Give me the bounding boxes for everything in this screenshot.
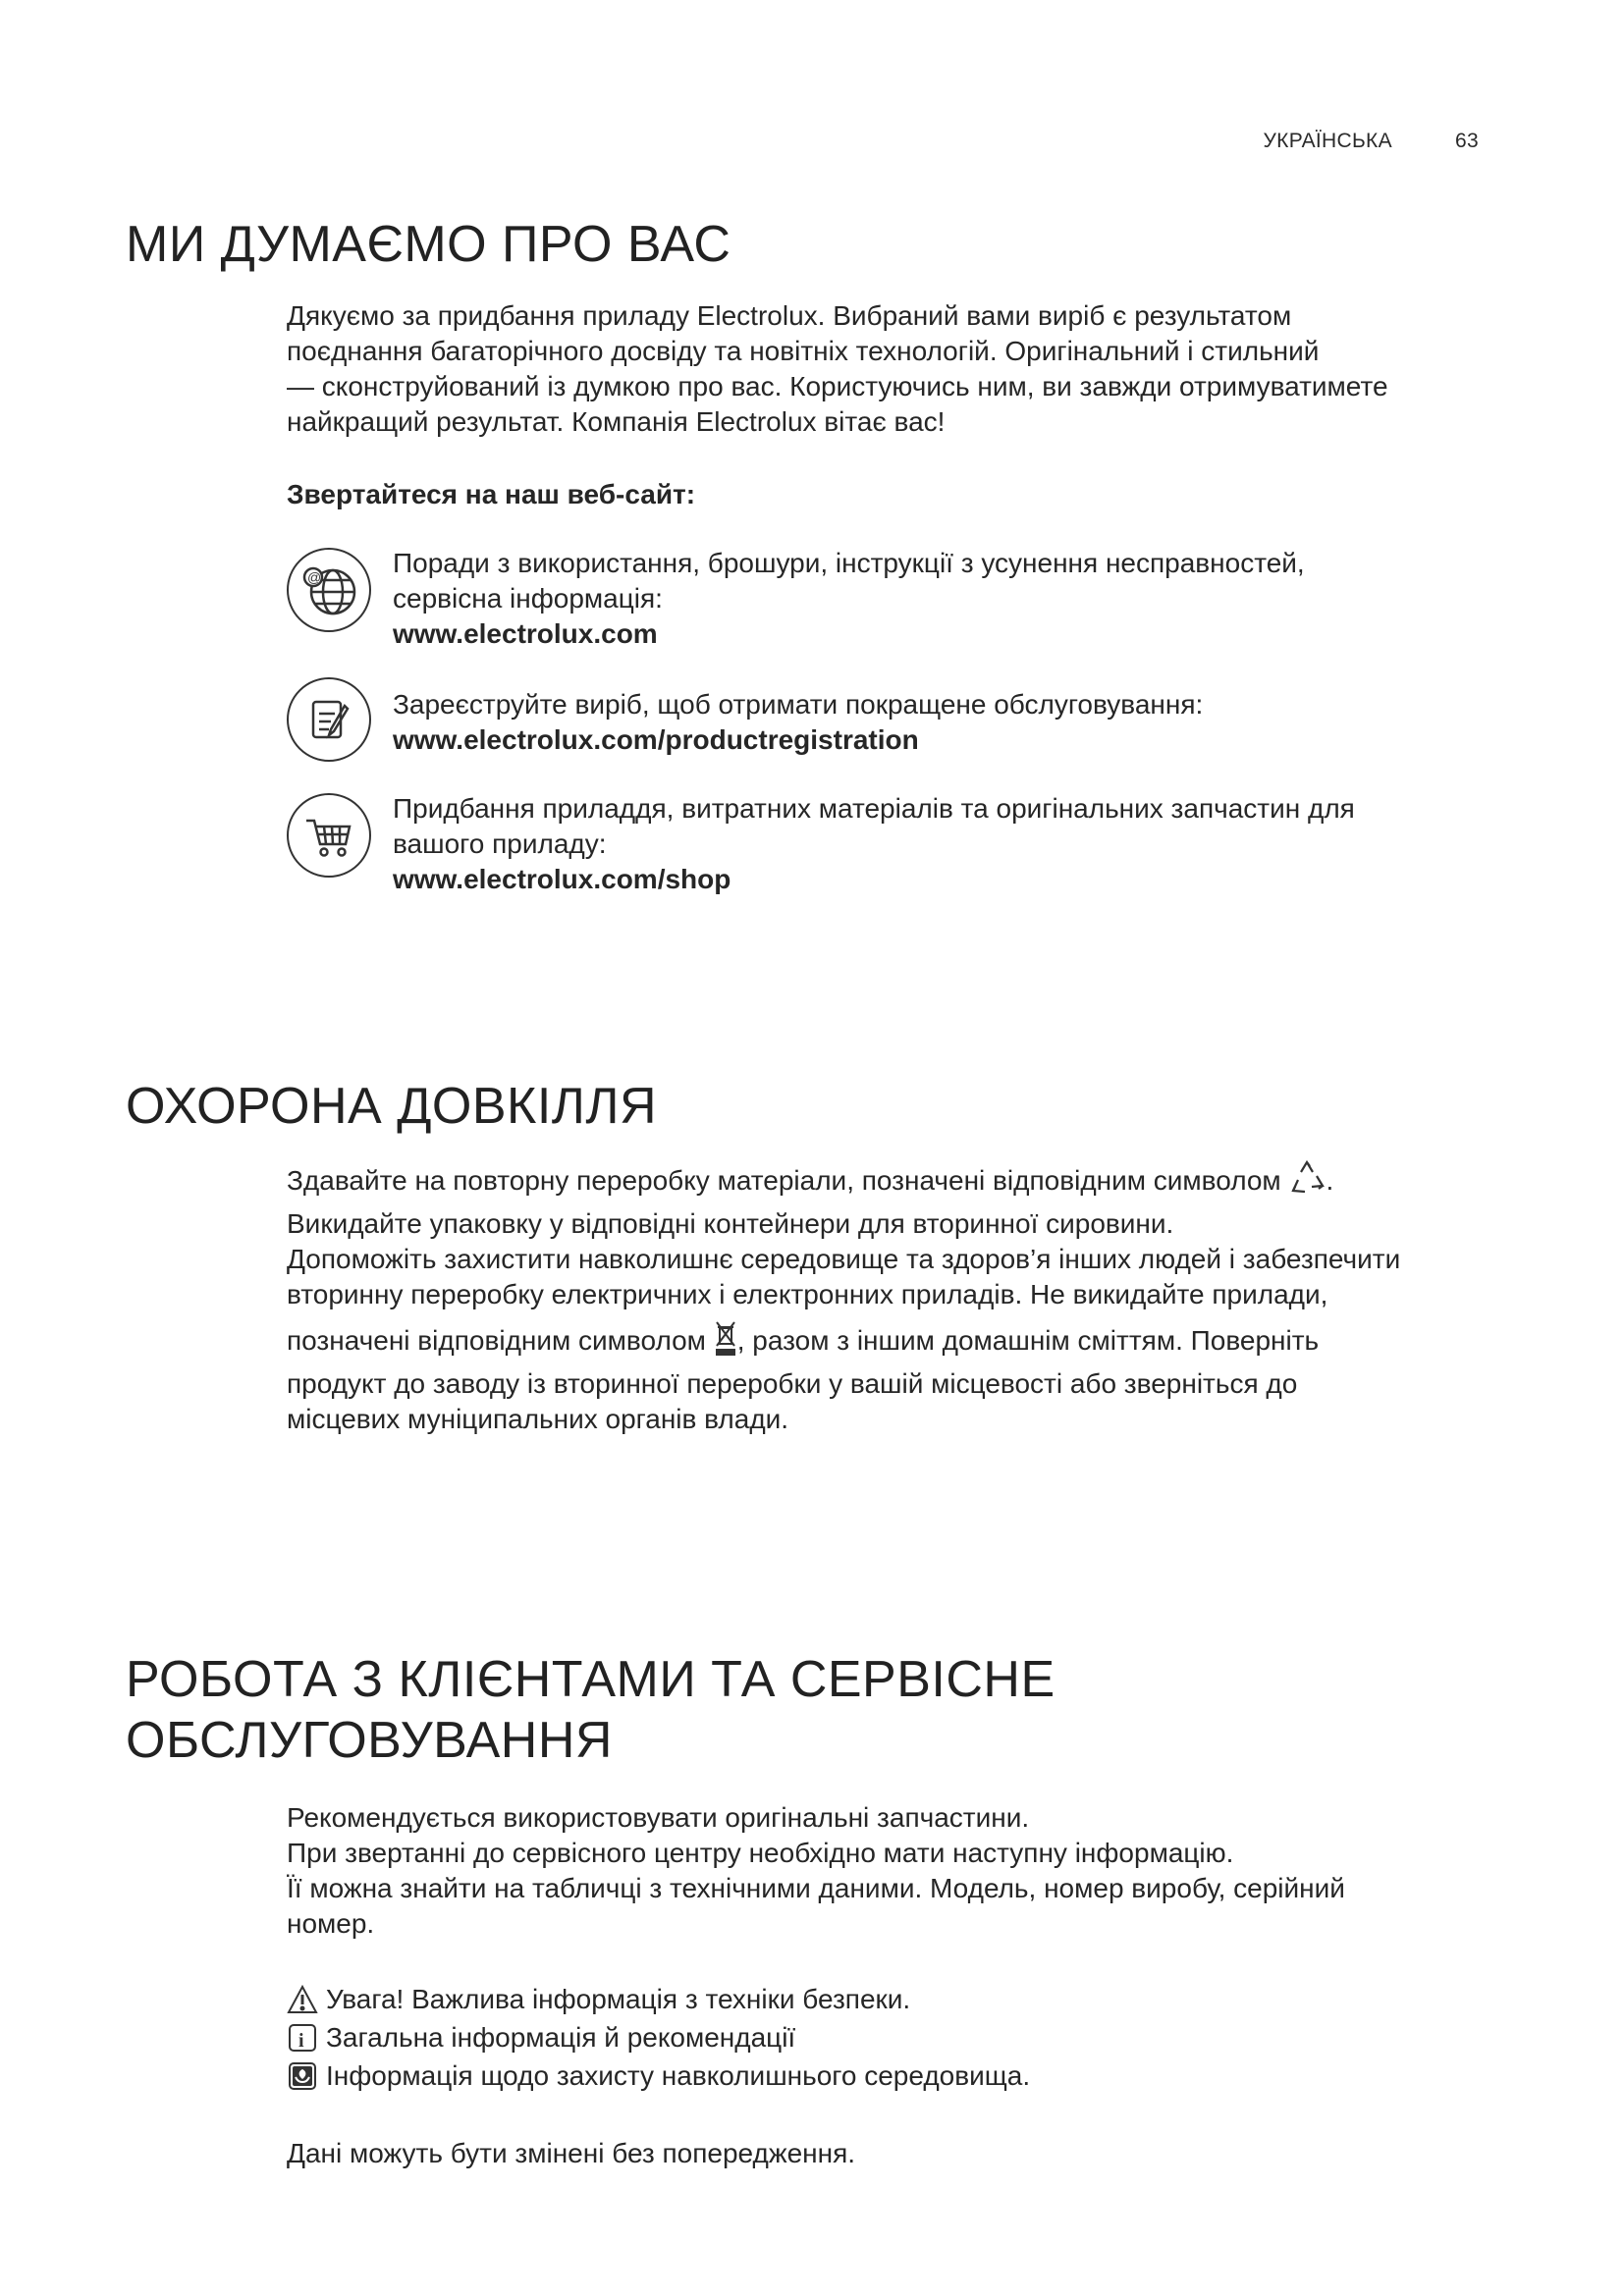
svg-text:i: i (298, 2030, 304, 2052)
page-header (1264, 130, 1479, 153)
section-title-line: РОБОТА З КЛІЄНТАМИ ТА СЕРВІСНЕ (126, 1651, 1056, 1708)
link-url-shop[interactable]: www.electrolux.com/shop (393, 864, 731, 894)
intro-line: — сконструйований із думкою про вас. Користуючись ним, ви завжди отримуватимете (287, 371, 1388, 401)
legend-warning (287, 1981, 910, 2018)
legend-environment (287, 2057, 1030, 2095)
link-row-shop (287, 791, 1504, 899)
link-url-product-registration[interactable]: www.electrolux.com/productregistration (393, 724, 919, 755)
svg-text:@: @ (307, 569, 322, 585)
environment-text: Викидайте упаковку у відповідні контейнери для вторинної сировини. (287, 1208, 1174, 1239)
section-title-customer-service (126, 1649, 1056, 1771)
disclaimer: Дані можуть бути змінені без попередження. (287, 2138, 856, 2168)
section-title-we-think-of-you: МИ ДУМАЄМО ПРО ВАС (126, 216, 731, 273)
register-icon (287, 677, 371, 762)
intro-paragraph (287, 298, 1504, 440)
shopping-cart-icon (287, 793, 371, 878)
environment-text: Допоможіть захистити навколишнє середовище та здоров’я інших людей і забезпечити (287, 1244, 1401, 1274)
link-description-line: сервісна інформація: (393, 583, 663, 614)
environment-text: Здавайте на повторну переробку матеріали, позначені відповідним символом (287, 1165, 1281, 1196)
environment-text: продукт до заводу із вторинної переробки у вашій місцевості або зверніться до (287, 1368, 1298, 1399)
section-title-line: ОБСЛУГОВУВАННЯ (126, 1712, 613, 1769)
link-url-electrolux[interactable]: www.electrolux.com (393, 618, 658, 649)
link-row-registration (287, 677, 1504, 772)
legend-text: Інформація щодо захисту навколишнього середовища. (326, 2060, 1031, 2091)
environment-icon (287, 2060, 318, 2092)
environment-text: позначені відповідним символом (287, 1325, 706, 1356)
link-description-line: вашого приладу: (393, 828, 607, 859)
service-text: При звертанні до сервісного центру необхідно мати наступну інформацію. (287, 1838, 1234, 1868)
crossed-bin-icon (714, 1318, 737, 1366)
intro-line: найкращий результат. Компанія Electrolux вітає вас! (287, 406, 946, 437)
environment-text: місцевих муніципальних органів влади. (287, 1404, 789, 1434)
link-row-support (287, 546, 1504, 649)
website-heading: Звертайтеся на наш веб-сайт: (287, 479, 696, 509)
intro-line: Дякуємо за придбання приладу Electrolux. Вибраний вами виріб є результатом (287, 300, 1292, 331)
environment-text: . (1326, 1165, 1334, 1196)
link-description-line: Придбання приладдя, витратних матеріалів та оригінальних запчастин для (393, 793, 1355, 824)
service-text: Її можна знайти на табличці з технічними даними. Модель, номер виробу, серійний (287, 1873, 1345, 1903)
legend-text: Загальна інформація й рекомендації (326, 2022, 796, 2053)
environment-text: , разом з іншим домашнім сміттям. Поверніть (736, 1325, 1320, 1356)
warning-icon (287, 1984, 318, 2015)
globe-icon (287, 548, 371, 632)
environment-paragraph (287, 1158, 1504, 1437)
intro-line: поєднання багаторічного досвіду та новітніх технологій. Оригінальний і стильний (287, 336, 1320, 366)
legend-text: Увага! Важлива інформація з техніки безпеки. (326, 1984, 911, 2014)
section-title-environment: ОХОРОНА ДОВКІЛЛЯ (126, 1078, 658, 1135)
service-text: номер. (287, 1908, 375, 1939)
info-icon (287, 2022, 318, 2054)
service-paragraph (287, 1800, 1504, 1942)
legend-info (287, 2019, 795, 2056)
page-number: 63 (1455, 130, 1479, 152)
link-description-line: Зареєструйте виріб, щоб отримати покращене обслуговування: (393, 689, 1204, 720)
language-label: УКРАЇНСЬКА (1263, 130, 1392, 152)
service-text: Рекомендується використовувати оригінальні запчастини. (287, 1802, 1030, 1833)
recycle-icon (1288, 1158, 1326, 1206)
link-description-line: Поради з використання, брошури, інструкції з усунення несправностей, (393, 548, 1305, 578)
environment-text: вторинну переробку електричних і електронних приладів. Не викидайте прилади, (287, 1279, 1328, 1309)
